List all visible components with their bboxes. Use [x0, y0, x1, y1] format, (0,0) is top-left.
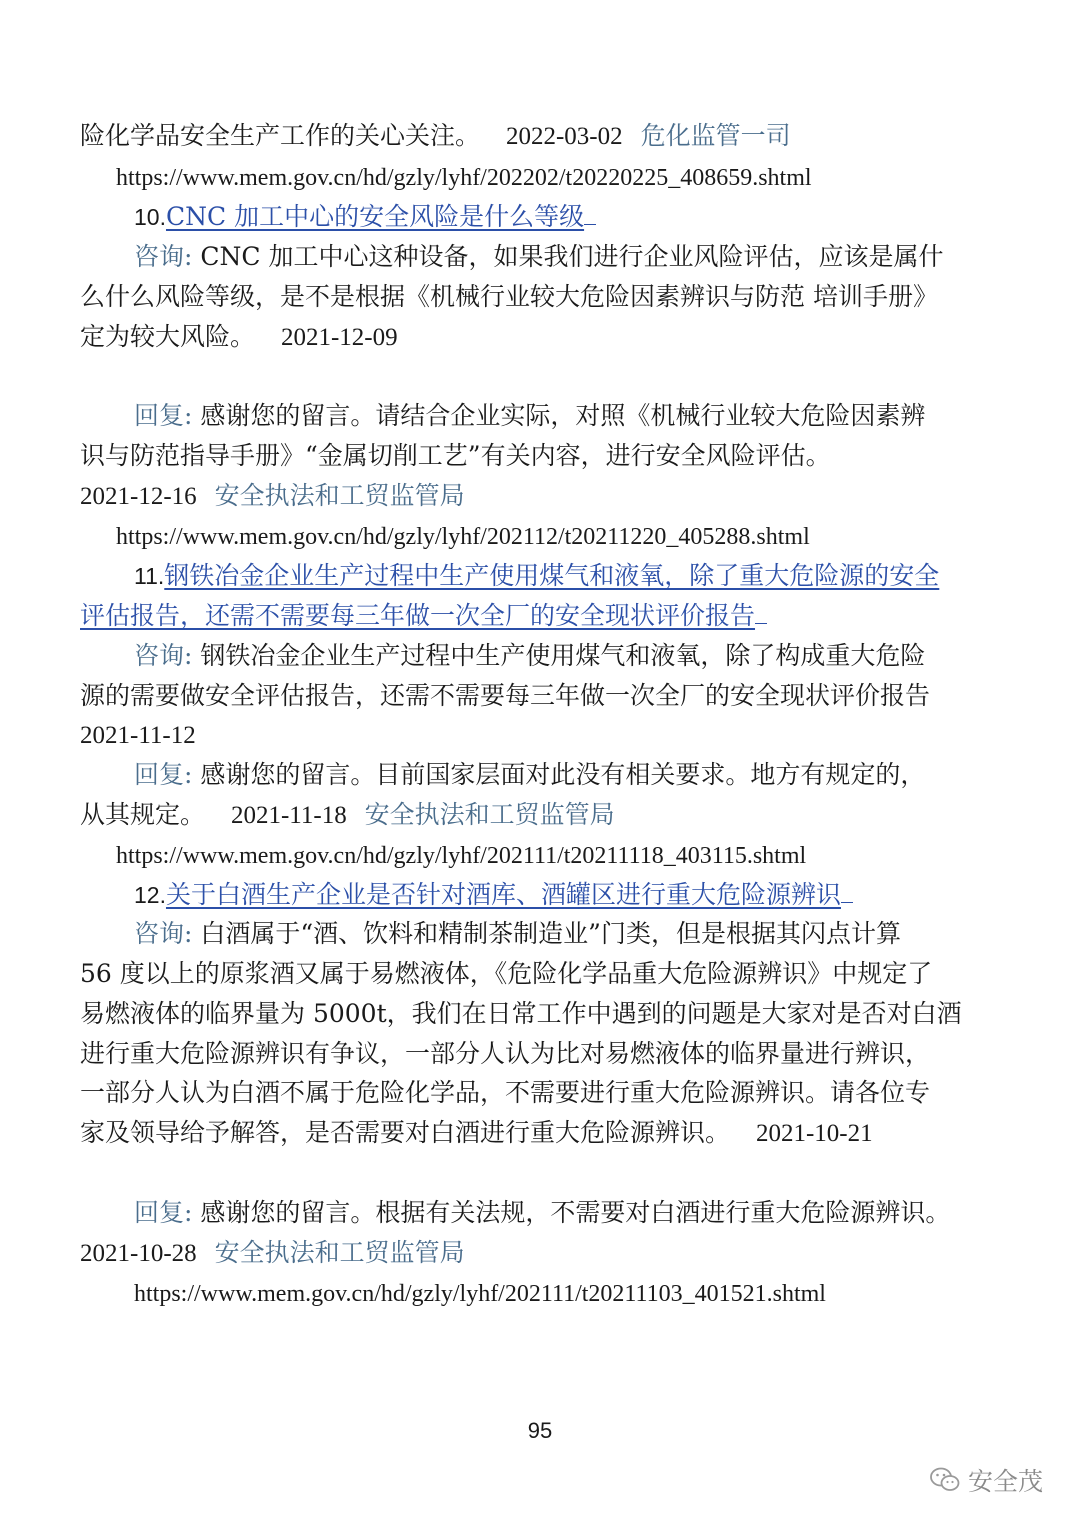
- item10-url: https://www.mem.gov.cn/hd/gzly/lyhf/202112/t20211220_405288.shtml: [116, 524, 810, 550]
- item11-title-link1[interactable]: 钢铁冶金企业生产过程中生产使用煤气和液氧，除了重大危险源的安全: [164, 561, 940, 590]
- item11-consult-date: 2021-11-12: [80, 722, 196, 749]
- page-number: 95: [527, 1418, 553, 1443]
- item11-reply-line1: [134, 755, 1005, 795]
- item10-consult-text3: 定为较大风险。: [80, 322, 256, 351]
- item11-reply-text1: 感谢您的留言。目前国家层面对此没有相关要求。地方有规定的，: [200, 760, 926, 789]
- item12-reply-date: 2021-10-28: [80, 1240, 197, 1267]
- item12-reply-text1: 感谢您的留言。根据有关法规，不需要对白酒进行重大危险源辨识。: [200, 1198, 951, 1227]
- item11-title-link2[interactable]: 评估报告，还需不需要每三年做一次全厂的安全现状评价报告: [80, 601, 756, 630]
- item10-reply-date: 2021-12-16: [80, 483, 197, 510]
- item12-consult-line1: [134, 914, 1005, 954]
- item12-consult-line2: 56 度以上的原浆酒又属于易燃液体，《危险化学品重大危险源辨识》中规定了: [80, 959, 933, 988]
- item10-consult-text1: CNC 加工中心这种设备，如果我们进行企业风险评估，应该是属什: [200, 242, 944, 271]
- item10-consult-line1: [134, 237, 1005, 277]
- item10-reply-line2: 识与防范指导手册》“金属切削工艺”有关内容，进行安全风险评估。: [80, 441, 831, 470]
- item12-title-line: [134, 875, 1005, 915]
- item10-title-line: [134, 197, 1005, 237]
- item11-title-line1: [134, 556, 1005, 596]
- prev-item-url: https://www.mem.gov.cn/hd/gzly/lyhf/202202/t20220225_408659.shtml: [116, 165, 812, 191]
- item12-title-underline: [841, 876, 853, 903]
- item12-consult-label: 咨询:: [134, 919, 193, 948]
- watermark-text: 安全茂: [968, 1467, 1044, 1496]
- item10-reply-line3: [80, 476, 1005, 516]
- item12-reply-label: 回复:: [134, 1198, 193, 1227]
- item11-number: 11.: [134, 563, 165, 589]
- item10-reply-line1: [134, 396, 1005, 436]
- item12-consult-text6: 家及领导给予解答，是否需要对白酒进行重大危险源辨识。: [80, 1118, 731, 1147]
- wechat-icon: [930, 1467, 960, 1493]
- item10-consult-label: 咨询:: [134, 242, 193, 271]
- item12-consult-line6: [80, 1113, 1005, 1153]
- item11-reply-dept: 安全执法和工贸监管局: [364, 800, 615, 829]
- item12-reply-dept: 安全执法和工贸监管局: [214, 1238, 465, 1267]
- prev-item-line: [80, 116, 1005, 156]
- item12-title-link[interactable]: 关于白酒生产企业是否针对酒库、酒罐区进行重大危险源辨识: [165, 880, 841, 909]
- item12-reply-line2: [80, 1233, 1005, 1273]
- item11-consult-text1: 钢铁冶金企业生产过程中生产使用煤气和液氧，除了构成重大危险: [200, 641, 926, 670]
- item10-reply-dept: 安全执法和工贸监管局: [214, 481, 465, 510]
- item12-consult-line5: 一部分人认为白酒不属于危险化学品，不需要进行重大危险源辨识。请各位专: [80, 1078, 931, 1107]
- item12-consult-date: 2021-10-21: [755, 1120, 873, 1147]
- item10-consult-date: 2021-12-09: [280, 324, 398, 351]
- prev-item-text: 险化学品安全生产工作的关心关注。: [80, 121, 481, 150]
- item12-consult-line4: 进行重大危险源辨识有争议，一部分人认为比对易燃液体的临界量进行辨识，: [80, 1039, 931, 1068]
- item12-consult-text1: 白酒属于“酒、饮料和精制茶制造业”门类，但是根据其闪点计算: [200, 919, 901, 948]
- item11-consult-label: 咨询:: [134, 641, 193, 670]
- item11-reply-date: 2021-11-18: [230, 802, 347, 829]
- item10-title-link[interactable]: CNC 加工中心的安全风险是什么等级: [165, 202, 585, 231]
- item11-url: https://www.mem.gov.cn/hd/gzly/lyhf/202111/t20211118_403115.shtml: [116, 843, 807, 869]
- prev-item-dept: 危化监管一司: [640, 121, 791, 150]
- item11-consult-line2: 源的需要做安全评估报告，还需不需要每三年做一次全厂的安全现状评价报告: [80, 681, 931, 710]
- item12-number: 12.: [134, 882, 166, 908]
- prev-item-date: 2022-03-02: [505, 123, 623, 150]
- item10-consult-line2: 么什么风险等级，是不是根据《机械行业较大危险因素辨识与防范 培训手册》: [80, 282, 938, 311]
- item10-title-underline: [584, 198, 596, 225]
- item11-title-underline: [755, 597, 767, 624]
- item11-reply-line2: [80, 795, 1005, 835]
- item10-consult-line3: [80, 317, 1005, 357]
- item11-reply-text2: 从其规定。: [80, 800, 206, 829]
- item12-url: https://www.mem.gov.cn/hd/gzly/lyhf/202111/t20211103_401521.shtml: [134, 1281, 826, 1307]
- item10-reply-label: 回复:: [134, 401, 193, 430]
- item10-reply-text1: 感谢您的留言。请结合企业实际，对照《机械行业较大危险因素辨: [200, 401, 926, 430]
- item12-consult-line3: 易燃液体的临界量为 5000t，我们在日常工作中遇到的问题是大家对是否对白酒: [80, 999, 962, 1028]
- item12-reply-line1: [134, 1193, 1005, 1233]
- item11-consult-line1: [134, 636, 1005, 676]
- item11-title-line2: [80, 596, 1005, 636]
- watermark: [930, 1460, 1043, 1500]
- item10-number: 10.: [134, 204, 166, 230]
- item11-reply-label: 回复:: [134, 760, 193, 789]
